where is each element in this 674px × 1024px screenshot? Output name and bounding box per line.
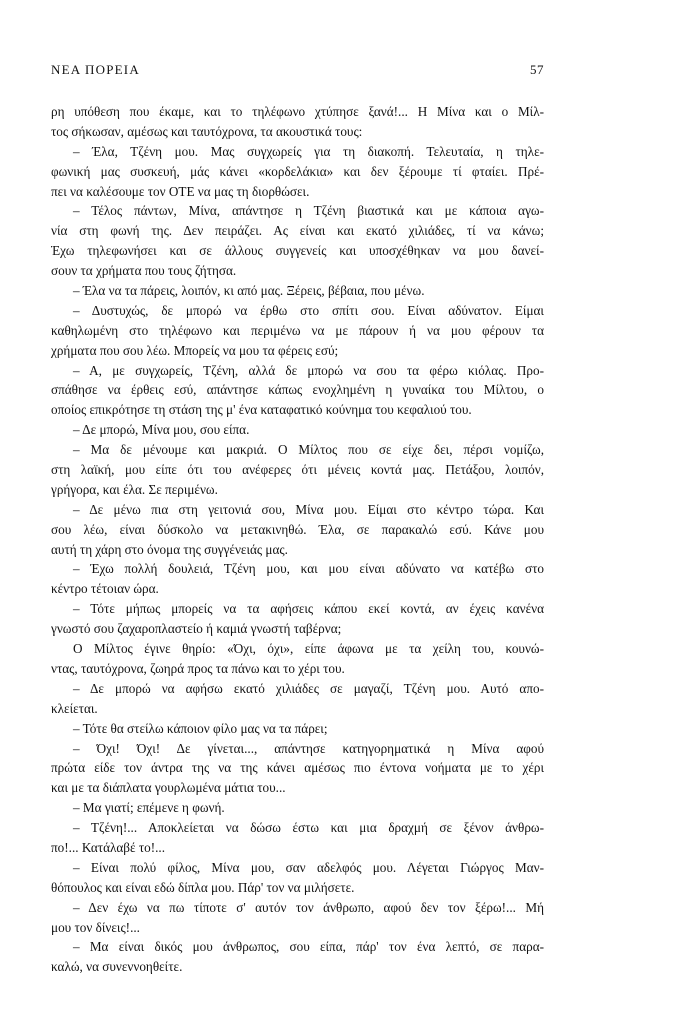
text-line: – Δε μπορώ, Μίνα μου, σου είπα. [73, 422, 250, 438]
text-line: πει να καλέσουμε τον ΟΤΕ να μας τη διορθώσει. [51, 183, 310, 199]
text-line: – Είναι πολύ φίλος, Μίνα μου, σαν αδελφός μου. Λέγεται Γιώργος Μαν- [73, 859, 544, 875]
text-line: – Όχι! Όχι! Δε γίνεται..., απάντησε κατηγορηματικά η Μίνα αφού [73, 740, 544, 756]
text-line: γρήγορα, και έλα. Σε περιμένω. [51, 481, 218, 497]
text-line: φωνική μας συσκευή, μάς κάνει «κορδελάκια» και δεν ξέρουμε τί φταίει. Πρέ- [51, 163, 544, 179]
text-line: κλείεται. [51, 700, 98, 716]
text-line: πρώτα είδε τον άντρα της να της κάνει αμέσως πιο έντονα νοήματα με το χέρι [51, 760, 544, 776]
text-line: σου λέω, είναι δύσκολο να μετακινηθώ. Έλα, σε παρακαλώ εσύ. Κάνε μου [51, 521, 544, 537]
text-line: πο!... Κατάλαβέ το!... [51, 839, 166, 855]
text-line: – Α, με συγχωρείς, Τζένη, αλλά δε μπορώ να σου τα φέρω κιόλας. Προ- [73, 362, 544, 378]
text-line: – Δυστυχώς, δε μπορώ να έρθω στο σπίτι σου. Είναι αδύνατον. Είμαι [73, 302, 544, 318]
text-line: – Μα είναι δικός μου άνθρωπος, σου είπα, πάρ' τον ένα λεπτό, σε παρα- [73, 939, 544, 955]
text-line: οποίος επικρότησε τη στάση της μ' ένα καταφατικό κούνημα του κεφαλιού του. [51, 402, 472, 418]
text-line: και με τα διάπλατα γουρλωμένα μάτια του... [51, 780, 286, 796]
text-line: ρη υπόθεση που έκαμε, και το τηλέφωνο χτύπησε ξανά!... Η Μίνα και ο Μίλ- [51, 104, 544, 119]
text-line: καλώ, να συνεννοηθείτε. [51, 959, 183, 975]
text-line: – Δε μένω πια στη γειτονιά σου, Μίνα μου. Είμαι στο κέντρο τώρα. Και [73, 501, 544, 517]
text-line: γνωστό σου ζαχαροπλαστείο ή καμιά γνωστή ταβέρνα; [51, 621, 342, 637]
text-line: τος σήκωσαν, αμέσως και ταυτόχρονα, τα ακουστικά τους: [51, 123, 363, 139]
text-line: – Δεν έχω να πω τίποτε σ' αυτόν τον άνθρωπο, αφού δεν τον ξέρω!... Μή [73, 899, 544, 915]
body-text [51, 102, 544, 977]
text-line: – Έλα, Τζένη μου. Μας συγχωρείς για τη διακοπή. Τελευταία, η τηλε- [73, 143, 544, 159]
running-head [51, 62, 544, 80]
text-line: σπάθησε να έρθεις εσύ, απάντησε κάπως ενοχλημένη η γυναίκα του Μίλτου, ο [51, 382, 544, 398]
text-line: αυτή τη χάρη στο όνομα της συγγένειάς μας. [51, 541, 288, 557]
text-line: Έχω τηλεφωνήσει και σε άλλους συγγενείς και υποσχέθηκαν να μου δανεί- [51, 243, 544, 259]
text-line: – Έλα να τα πάρεις, λοιπόν, κι από μας. Ξέρεις, βέβαια, που μένω. [73, 283, 425, 299]
text-line: – Τζένη!... Αποκλείεται να δώσω έστω και μια δραχμή σε ξένον άνθρω- [73, 820, 544, 836]
text-line: Ο Μίλτος έγινε θηρίο: «Όχι, όχι», είπε άφωνα με τα χείλη του, κουνώ- [73, 641, 544, 657]
text-line: – Μα δε μένουμε και μακριά. Ο Μίλτος που σε είχε δει, πέρσι νομίζω, [73, 442, 544, 458]
text-line: – Τότε μήπως μπορείς να τα αφήσεις κάπου εκεί κοντά, αν έχεις κανένα [73, 601, 544, 617]
text-line: – Δε μπορώ να αφήσω εκατό χιλιάδες σε μαγαζί, Τζένη μου. Αυτό απο- [73, 680, 544, 696]
text-line: χρήματα που σου λέω. Μπορείς να μου τα φέρεις εσύ; [51, 342, 339, 358]
text-line: νία στη φωνή της. Δεν πειράζει. Ας είναι και εκατό χιλιάδες, τί να κάνω; [51, 223, 544, 239]
running-title: ΝΕΑ ΠΟΡΕΙΑ [51, 62, 140, 77]
text-line: στη λαϊκή, μου είπε ότι του ανέφερες ότι μένεις κοντά μας. Πετάξου, λοιπόν, [51, 462, 544, 478]
text-line: – Τότε θα στείλω κάποιον φίλο μας να τα πάρει; [73, 720, 328, 736]
text-line: καθηλωμένη στο τηλέφωνο και περιμένω να με πάρουν ή να μου φέρουν τα [51, 322, 544, 338]
page-number: 57 [530, 62, 544, 77]
text-line: κέντρο τέτοιαν ώρα. [51, 581, 159, 597]
text-line: ντας, ταυτόχρονα, ζωηρά προς τα πάνω και το χέρι του. [51, 660, 345, 676]
text-line: – Τέλος πάντων, Μίνα, απάντησε η Τζένη βιαστικά και με κάποια αγω- [73, 203, 544, 219]
text-line: – Μα γιατί; επέμενε η φωνή. [73, 800, 225, 816]
text-line: σουν τα χρήματα που τους ζήτησα. [51, 263, 237, 279]
text-line: – Έχω πολλή δουλειά, Τζένη μου, και μου είναι αδύνατο να κατέβω στο [73, 561, 544, 577]
text-line: μου τον δίνεις!... [51, 919, 140, 935]
text-line: θόπουλος και είναι εδώ δίπλα μου. Πάρ' τον να μιλήσετε. [51, 879, 355, 895]
